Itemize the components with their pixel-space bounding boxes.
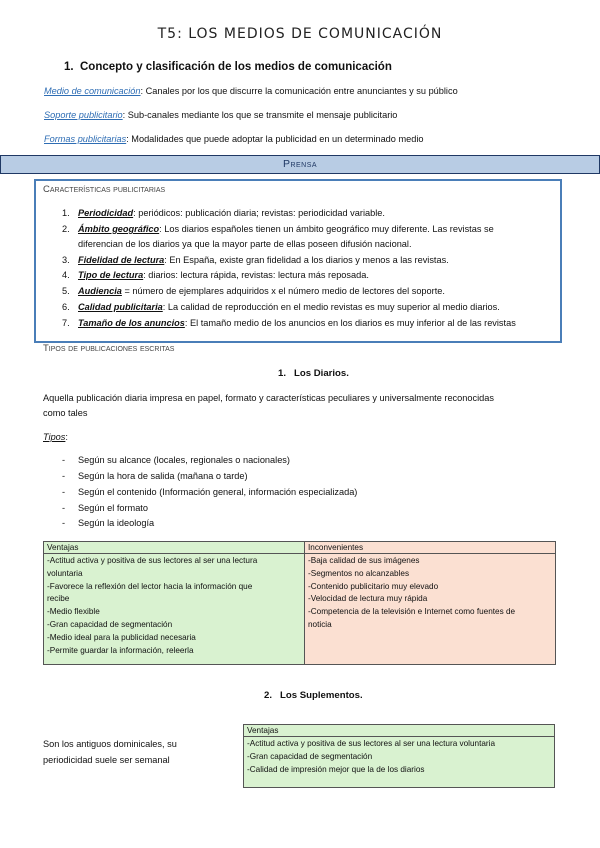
- ventaja-line: -Actitud activa y positiva de sus lectores al ser una lectura: [47, 556, 258, 565]
- item-term: Calidad publicitaria: [78, 302, 163, 312]
- ventaja-line: -Medio ideal para la publicidad necesaria: [47, 632, 196, 642]
- tipos-label: Tipos: [43, 432, 66, 442]
- item-text: = número de ejemplares adquiridos x el número medio de lectores del soporte.: [121, 286, 445, 296]
- list-item: [62, 255, 449, 265]
- definition-text: : Modalidades que puede adoptar la publicidad en un determinado medio: [126, 134, 424, 144]
- inconveniente-line: -Contenido publicitario muy elevado: [308, 581, 439, 591]
- item-term: Fidelidad de lectura: [78, 255, 165, 265]
- description-line: como tales: [43, 408, 88, 418]
- ventaja-line: -Gran capacidad de segmentación: [47, 619, 173, 629]
- caracteristicas-heading: Características publicitarias: [43, 184, 166, 195]
- ventaja-line: -Favorece la reflexión del lector hacia la información que: [47, 581, 253, 591]
- inconveniente-line: -Baja calidad de sus imágenes: [308, 556, 420, 565]
- ventaja-line: -Actitud activa y positiva de sus lectores al ser una lectura voluntaria: [247, 739, 496, 748]
- diarios-description: [43, 391, 494, 421]
- list-item: [62, 286, 445, 296]
- suplementos-table: [243, 724, 555, 788]
- ventajas-cell: [44, 554, 305, 665]
- description-line: periodicidad suele ser semanal: [43, 755, 170, 765]
- list-item: [62, 270, 369, 280]
- tipo-text: Según el contenido (Información general, información especializada): [78, 487, 358, 497]
- inconveniente-line: -Competencia de la televisión e Internet como fuentes de: [308, 607, 516, 617]
- ventaja-line: -Permite guardar la información, releerla: [47, 645, 194, 655]
- list-item: [62, 224, 494, 234]
- item-term: Audiencia: [78, 286, 122, 296]
- item-term: Tamaño de los anuncios: [78, 318, 185, 328]
- item-text: : Los diarios españoles tienen un ámbito geográfico muy diferente. Las revistas se: [159, 224, 494, 234]
- list-item: - Según su alcance (locales, regionales o nacionales): [62, 455, 290, 465]
- item-number: 2.: [62, 224, 70, 234]
- section-heading-text: Los Diarios.: [294, 368, 349, 379]
- definition-soporte: [44, 110, 397, 120]
- section-heading-concepto: [64, 61, 392, 73]
- item-text: : En España, existe gran fidelidad a los diarios y menos a las revistas.: [164, 255, 449, 265]
- ventajas-header: Ventajas: [244, 725, 555, 737]
- inconvenientes-header: Inconvenientes: [305, 542, 556, 554]
- item-text: : La calidad de reproducción en el medio revistas es muy superior al medio diarios.: [162, 302, 500, 312]
- definition-formas: [44, 134, 423, 144]
- definition-term: Soporte publicitario: [44, 110, 123, 120]
- item-text-continued: diferencian de los diarios ya que la mayor parte de ellas poseen difusión nacional.: [78, 239, 412, 249]
- item-number: 6.: [62, 302, 70, 312]
- suplementos-heading: [264, 690, 363, 701]
- list-item: - Según el contenido (Información general, información especializada): [62, 487, 358, 497]
- ventajas-header: Ventajas: [44, 542, 305, 554]
- item-number: 5.: [62, 286, 70, 296]
- inconvenientes-cell: [305, 554, 556, 665]
- section-number: 1.: [64, 61, 74, 73]
- section-number: 2.: [264, 690, 273, 701]
- item-text: : diarios: lectura rápida, revistas: lectura más reposada.: [143, 270, 369, 280]
- description-line: Aquella publicación diaria impresa en papel, formato y características peculiares y universalmente reconocidas: [43, 393, 494, 403]
- tipos-heading: Tipos de publicaciones escritas: [43, 343, 175, 354]
- section-heading-text: Los Suplementos.: [280, 690, 363, 701]
- ventajas-cell: [244, 737, 555, 788]
- description-line: Son los antiguos dominicales, su: [43, 739, 177, 749]
- list-item: - Según la ideología: [62, 518, 155, 528]
- item-term: Ámbito geográfico: [78, 224, 160, 234]
- diarios-table: [43, 541, 556, 665]
- suplementos-description: [43, 736, 177, 768]
- list-item: - Según la hora de salida (mañana o tarde): [62, 471, 248, 481]
- ventaja-line: voluntaria: [47, 568, 83, 578]
- definition-text: : Sub-canales mediante los que se transmite el mensaje publicitario: [122, 110, 398, 120]
- inconveniente-line: -Segmentos no alcanzables: [308, 568, 410, 578]
- ventaja-line: -Calidad de impresión mejor que la de los diarios: [247, 764, 425, 774]
- tipo-text: Según la hora de salida (mañana o tarde): [78, 471, 248, 481]
- list-item: [62, 318, 516, 328]
- ventaja-line: recibe: [47, 594, 70, 604]
- item-number: 3.: [62, 255, 70, 265]
- definition-text: : Canales por los que discurre la comunicación entre anunciantes y su público: [140, 86, 458, 96]
- item-number: 4.: [62, 270, 70, 280]
- page-title: T5: LOS MEDIOS DE COMUNICACIÓN: [157, 26, 443, 42]
- item-term: Tipo de lectura: [78, 270, 144, 280]
- list-item: [62, 302, 500, 312]
- item-text: : periódicos: publicación diaria; revistas: periodicidad variable.: [133, 208, 385, 218]
- item-number: 1.: [62, 208, 70, 218]
- prensa-banner: Prensa: [0, 155, 600, 174]
- definition-medio: [44, 86, 458, 96]
- ventaja-line: -Gran capacidad de segmentación: [247, 751, 373, 761]
- diarios-heading: [278, 368, 349, 379]
- tipo-text: Según su alcance (locales, regionales o nacionales): [78, 455, 290, 465]
- definition-term: Medio de comunicación: [44, 86, 141, 96]
- tipos-label-line: [43, 432, 68, 442]
- list-item: - Según el formato: [62, 503, 148, 513]
- inconveniente-line: -Velocidad de lectura muy rápida: [308, 594, 428, 604]
- tipo-text: Según el formato: [78, 503, 148, 513]
- ventaja-line: -Medio flexible: [47, 607, 100, 617]
- tipos-colon: :: [65, 432, 68, 442]
- section-heading-text: Concepto y clasificación de los medios de comunicación: [80, 61, 392, 73]
- inconveniente-line: noticia: [308, 619, 332, 629]
- definition-term: Formas publicitarias: [44, 134, 127, 144]
- list-item: [62, 208, 385, 218]
- tipo-text: Según la ideología: [78, 518, 155, 528]
- section-number: 1.: [278, 368, 287, 379]
- item-text: : El tamaño medio de los anuncios en los diarios es muy inferior al de las revistas: [184, 318, 516, 328]
- item-number: 7.: [62, 318, 70, 328]
- item-term: Periodicidad: [78, 208, 134, 218]
